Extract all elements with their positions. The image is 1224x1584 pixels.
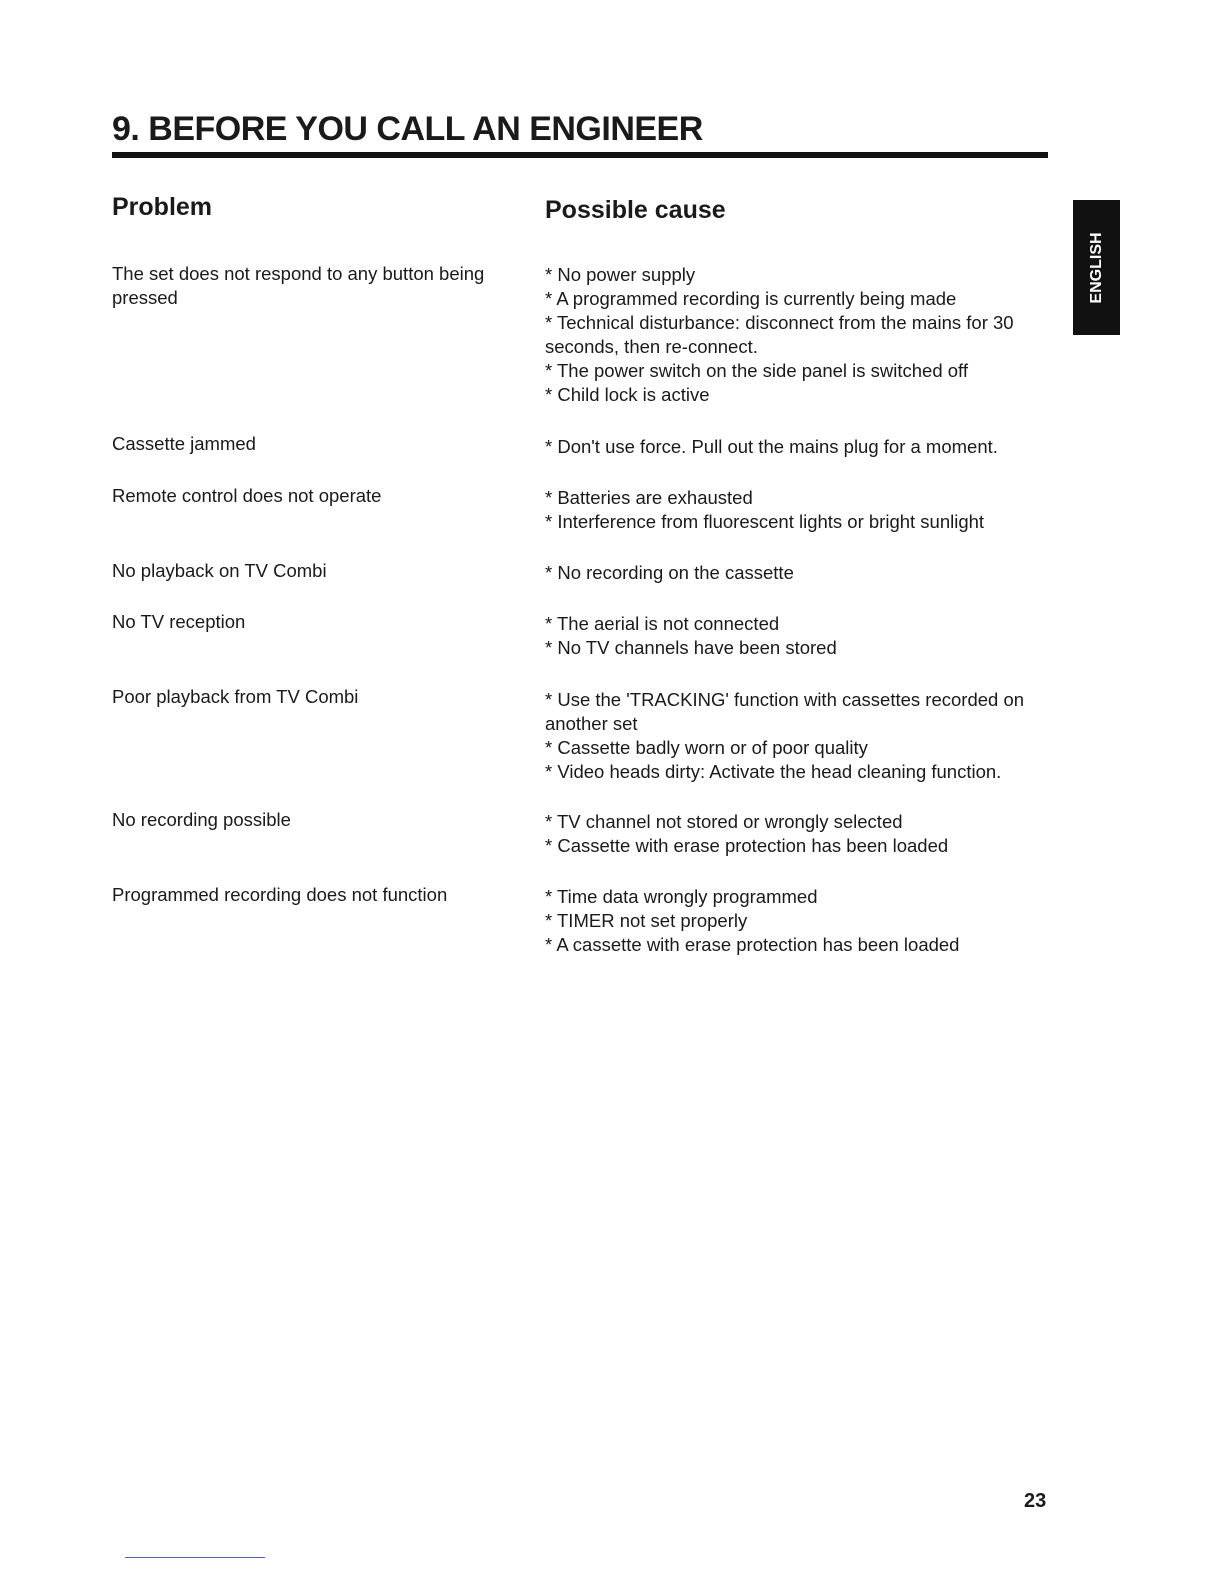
cause-item: * Use the 'TRACKING' function with cassettes recorded on another set [545, 689, 1025, 734]
problem-text: No playback on TV Combi [112, 560, 327, 581]
problem-text: No TV reception [112, 611, 246, 632]
language-tab-label: ENGLISH [1087, 231, 1105, 304]
cause-item: * TIMER not set properly [545, 910, 748, 931]
cause-item: * The power switch on the side panel is switched off [545, 360, 968, 381]
problem-header: Problem [112, 193, 213, 221]
cause-item: * No power supply [545, 264, 696, 285]
footer-line [125, 1557, 265, 1558]
cause-item: * The aerial is not connected [545, 613, 780, 634]
cause-item: * Cassette with erase protection has been loaded [545, 835, 949, 856]
cause-item: * Interference from fluorescent lights or bright sunlight [545, 511, 985, 532]
cause-item: * Technical disturbance: disconnect from the mains for 30 seconds, then re-connect. [545, 312, 1014, 357]
cause-list [545, 435, 1055, 459]
cause-list [545, 885, 1055, 957]
cause-item: * A cassette with erase protection has been loaded [545, 934, 960, 955]
cause-item: * Time data wrongly programmed [545, 886, 818, 907]
problem-text: The set does not respond to any button being pressed [112, 263, 485, 308]
cause-item: * Child lock is active [545, 384, 710, 405]
cause-list [545, 486, 1055, 534]
problem-text: Cassette jammed [112, 433, 256, 454]
cause-list [545, 561, 1055, 585]
problem-text: Remote control does not operate [112, 485, 382, 506]
cause-item: * TV channel not stored or wrongly selected [545, 811, 903, 832]
cause-list [545, 688, 1055, 784]
cause-list [545, 263, 1055, 407]
cause-item: * Cassette badly worn or of poor quality [545, 737, 868, 758]
problem-text: Poor playback from TV Combi [112, 686, 359, 707]
title-rule [112, 152, 1048, 158]
cause-list [545, 612, 1055, 660]
cause-item: * A programmed recording is currently being made [545, 288, 957, 309]
problem-text: Programmed recording does not function [112, 884, 448, 905]
language-tab [1073, 200, 1120, 335]
cause-item: * Don't use force. Pull out the mains plug for a moment. [545, 436, 998, 457]
cause-item: * No recording on the cassette [545, 562, 794, 583]
cause-item: * Video heads dirty: Activate the head cleaning function. [545, 761, 1002, 782]
page-number: 23 [1024, 1490, 1047, 1512]
page-title: 9. BEFORE YOU CALL AN ENGINEER [112, 110, 703, 148]
cause-header: Possible cause [545, 196, 726, 224]
cause-item: * No TV channels have been stored [545, 637, 837, 658]
cause-list [545, 810, 1055, 858]
cause-item: * Batteries are exhausted [545, 487, 753, 508]
problem-text: No recording possible [112, 809, 291, 830]
